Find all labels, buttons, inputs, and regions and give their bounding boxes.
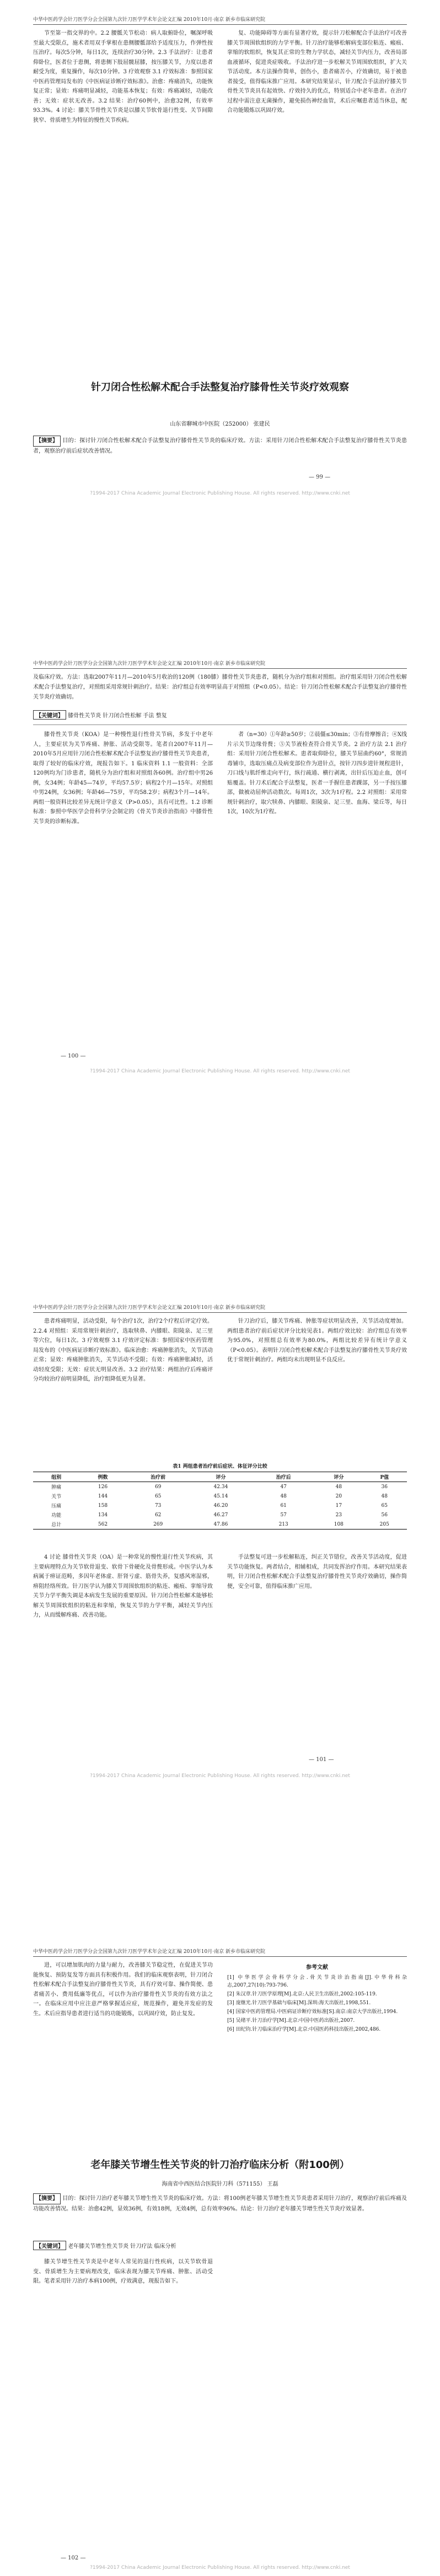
table-cell: 42.34 xyxy=(213,1484,228,1490)
body-text: 复、功能障碍等方面有显著疗效，提示针刀松解配合手法治疗可改善膝关节周围软组织的力学平衡。针刀治疗能够松解病变部位粘连、瘢痕、挛缩的软组织，恢复其正常的生物力学状态，减轻关节内压力，改善局部血液循环，促进炎症吸收。手法治疗进一步松解关节周围软组织，扩大关节活动度。本方法操作简单，创伤小，患者痛苦小，疗效确切，易于被患者接受，值得临床推广应用。本研究结果显示，针刀配合手法治疗膝关节骨性关节炎具有起效快、疗效持久的优点，特别适合中老年患者。在治疗过程中需注意无菌操作，避免损伤神经血管，术后应嘱患者适当休息，配合功能锻炼以巩固疗效。 xyxy=(227,30,407,114)
references-column xyxy=(227,1961,407,2143)
page-header: 中华中医药学会针刀医学分会全国第九次针刀医学学术年会论文汇编 2010年10月·南京 新乡市临床研究院 xyxy=(33,15,407,25)
table-cell: 肿痛 xyxy=(51,1485,62,1490)
table-cell: 总计 xyxy=(51,1522,62,1528)
abstract-label: 【摘要】 xyxy=(33,436,61,447)
table-header: P值 xyxy=(380,1475,389,1480)
watermark: ?1994-2017 China Academic Journal Electronic Publishing House. All rights reserved. http://www.cnki.net xyxy=(90,2565,350,2570)
results-table xyxy=(33,1472,407,1530)
page-3 xyxy=(0,1288,440,1932)
table-header: 评分 xyxy=(216,1475,226,1480)
page-header: 中华中医药学会针刀医学分会全国第九次针刀医学学术年会论文汇编 2010年10月·南京 新乡市临床研究院 xyxy=(33,659,407,669)
body-text: 膝骨性关节炎（KOA）是一种慢性退行性骨关节病，多发于中老年人，主要症状为关节疼痛、肿胀、活动受限等。笔者自2007年11月—2010年5月应用针刀闭合性松解术配合手法整复治疗膝骨性关节炎患者，取得了较好的临床疗效，现报告如下。1 临床资料 1.1 一般资料：全部120例均为门诊患者，随机分为治疗组和对照组各60例。治疗组中男26例，女34例；年龄45—74岁，平均57.5岁；病程2个月—15年。对照组中男24例，女36例；年龄46—75岁，平均58.2岁；病程3个月—14年。两组一般资料比较差异无统计学意义（P>0.05），具有可比性。1.2 诊断标准：参照中华医学会骨科学分会制定的《骨关节炎诊治指南》中膝骨性关节炎的诊断标准。 xyxy=(33,732,213,825)
table-cell: 69 xyxy=(154,1484,162,1490)
reference-item: [4] 国家中医药管理局.中医病证诊断疗效标准[S].南京:南京大学出版社,1994. xyxy=(227,2009,398,2015)
table-cell: 20 xyxy=(335,1493,342,1499)
left-column xyxy=(33,1317,213,1455)
table-cell: 48 xyxy=(335,1484,342,1490)
table-header: 治疗前 xyxy=(151,1475,166,1480)
table-cell: 158 xyxy=(98,1502,108,1509)
references-list xyxy=(227,1974,407,2033)
discussion-right xyxy=(227,1553,407,1751)
table-header: 组别 xyxy=(51,1475,62,1480)
table-cell: 65 xyxy=(381,1502,388,1509)
body-text: 针刀治疗后，膝关节疼痛、肿胀等症状明显改善，关节活动度增加。两组患者治疗前后症状评分比较见表1。两组疗效比较：治疗组总有效率为95.0%，对照组总有效率为80.0%，两组比较差异有统计学意义（P<0.05）。表明针刀闭合性松解术配合手法整复治疗膝骨性关节炎疗效优于常规针刺治疗。两组均未出现明显不良反应。 xyxy=(227,1318,407,1363)
table-row xyxy=(33,1510,407,1520)
body-text: 者（n=30）①年龄≥50岁；②晨僵≤30min；③有骨摩擦音；④X线片示关节边缘骨赘；⑤关节液检查符合骨关节炎。2 治疗方法 2.1 治疗组：采用针刀闭合性松解术。患者取仰卧位，膝关节屈曲约60°，常规消毒铺巾，选取压痛点及病变部位作为进针点，按针刀四步进针规程进针，刀口线与肌纤维走向平行，纵行疏通、横行剥离，出针后压迫止血，创可贴覆盖。针刀术后配合手法整复，医者一手握住患者踝部，另一手按压膝部，做被动屈伸活动数次。每周1次，3次为1疗程。2.2 对照组：采用常规针刺治疗，取穴犊鼻、内膝眼、阳陵泉、足三里、血海、梁丘等，每日1次，10次为1疗程。 xyxy=(227,732,407,815)
left-column xyxy=(33,730,213,1044)
keywords xyxy=(33,2241,407,2250)
table-cell: 61 xyxy=(280,1502,287,1509)
table-cell: 134 xyxy=(98,1512,108,1518)
reference-item: [2] 朱汉章.针刀医学原理[M].北京:人民卫生出版社,2002:105-119. xyxy=(227,1991,377,1997)
table-cell: 57 xyxy=(280,1512,287,1518)
article-title: 老年膝关节增生性关节炎的针刀治疗临床分析（附100例） xyxy=(90,2159,350,2171)
reference-item: [1] 中华医学会骨科学分会.骨关节炎诊治指南[J].中华骨科杂志,2007,27(10):793-796. xyxy=(227,1974,407,1988)
body-text: 4 讨论 膝骨性关节炎（OA）是一种常见的慢性退行性关节疾病，其主要病理特点为关节软骨退变、软骨下骨硬化及骨赘形成。中医学认为本病属于痹证范畴，多因年老体虚、肝肾亏虚、筋骨失养，复感风寒湿邪，痹阻经络所致。针刀医学认为膝关节周围软组织的粘连、瘢痕、挛缩导致关节力学平衡失调是本病发生发展的重要原因。针刀闭合性松解术能够松解关节周围软组织的粘连和挛缩，恢复关节的力学平衡，减轻关节内压力，从而缓解疼痛、改善功能。 xyxy=(33,1554,213,1618)
keywords-label: 【关键词】 xyxy=(33,710,66,720)
table-cell: 108 xyxy=(334,1521,344,1527)
watermark: ?1994-2017 China Academic Journal Electronic Publishing House. All rights reserved. http://www.cnki.net xyxy=(90,1069,350,1074)
table-cell: 压痛 xyxy=(51,1504,62,1509)
table-cell: 36 xyxy=(381,1484,388,1490)
table-cell: 62 xyxy=(154,1512,162,1518)
abstract xyxy=(33,436,407,457)
table-cell: 73 xyxy=(154,1502,162,1509)
right-column xyxy=(227,730,407,1044)
abstract-text: 目的：探讨针刀闭合性松解术配合手法整复治疗膝骨性关节炎的临床疗效。方法：采用针刀闭合性松解术配合手法整复治疗膝骨性关节炎患者，观察治疗前后症状改善情况。 xyxy=(33,438,407,454)
results-table-block xyxy=(33,1460,407,1530)
table-cell: 213 xyxy=(278,1521,288,1527)
table-header: 例数 xyxy=(98,1475,108,1480)
abstract-continued: 及临床疗效。方法：选取2007年11月—2010年5月收治的120例（180膝）膝骨性关节炎患者，随机分为治疗组和对照组。治疗组采用针刀闭合性松解术配合手法整复治疗，对照组采用常规针刺治疗。结果：治疗组总有效率明显高于对照组（P<0.05）。结论：针刀闭合性松解术配合手法整复治疗膝骨性关节炎疗效确切。 xyxy=(33,674,407,700)
abstract-text: 目的：探讨针刀治疗老年膝关节增生性关节炎的临床疗效。方法：将100例老年膝关节增生性关节炎患者采用针刀治疗，观察治疗前后疼痛及功能改善情况。结果：治愈42例，显效36例，有效18例，无效4例，总有效率96%。结论：针刀治疗老年膝关节增生性关节炎疗效显著。 xyxy=(33,2196,407,2212)
table-cell: 126 xyxy=(98,1484,108,1490)
table-cell: 关节 xyxy=(51,1494,62,1500)
keywords-label: 【关键词】 xyxy=(33,2241,66,2250)
divider xyxy=(33,724,407,725)
body-text: 节至第一指交界的中。2.2 腰骶关节松动：病人取俯卧位，嘱深呼吸至最大受限点，施术者用双手掌根在患侧腰骶部给予适度压力，作弹性按压治疗。每次5分钟，每日1次，连续治疗30分钟。2.3 手法治疗：让患者仰卧位，医者位于患侧，将患侧下肢屈髋屈膝，按压膝关节，力度以患者耐受为度，重复操作，每次10分钟。3 疗效观察 3.1 疗效标准：参照国家中医药管理局发布的《中医病证诊断疗效标准》。治愈：疼痛消失，功能恢复正常；显效：疼痛明显减轻，功能基本恢复；有效：疼痛减轻，功能改善；无效：症状无改善。3.2 结果：治疗60例中，治愈32例，有效率93.3%。4 讨论：膝关节骨性关节炎是以膝关节软骨退行性变、关节间隙狭窄、骨质增生为特征的慢性关节疾病。 xyxy=(33,30,213,124)
table-cell: 17 xyxy=(335,1502,342,1509)
page-2 xyxy=(0,644,440,1288)
watermark: ?1994-2017 China Academic Journal Electronic Publishing House. All rights reserved. http://www.cnki.net xyxy=(90,1773,350,1779)
references-title: 参考文献 xyxy=(306,1965,328,1971)
table-cell: 65 xyxy=(154,1493,162,1499)
right-column xyxy=(227,1317,407,1455)
table-row xyxy=(33,1501,407,1510)
body-column xyxy=(33,2257,213,2368)
watermark: ?1994-2017 China Academic Journal Electronic Publishing House. All rights reserved. http://www.cnki.net xyxy=(90,491,350,496)
table-cell: 269 xyxy=(153,1521,163,1527)
table-cell: 48 xyxy=(381,1493,388,1499)
body-text: 膝关节增生性关节炎是中老年人常见的退行性疾病，以关节软骨退变、骨质增生为主要病理改变，临床表现为膝关节疼痛、肿胀、活动受限。笔者采用针刀治疗本病100例，疗效满意，现报告如下。 xyxy=(33,2259,213,2284)
keywords xyxy=(33,710,407,720)
table-cell: 562 xyxy=(98,1521,108,1527)
abstract xyxy=(33,2193,407,2214)
table-cell: 功能 xyxy=(51,1513,62,1518)
author-line: 海南省中西医结合医院针刀科（571155） 王磊 xyxy=(162,2181,278,2187)
keywords-text: 老年膝关节增生性关节炎 针刀疗法 临床分析 xyxy=(68,2244,176,2250)
table-row xyxy=(33,1520,407,1530)
table-cell: 47.86 xyxy=(213,1521,228,1527)
page-number: — 100 — xyxy=(61,1053,86,1059)
table-cell: 23 xyxy=(335,1512,342,1518)
left-column xyxy=(33,29,213,365)
table-cell: 56 xyxy=(381,1512,388,1518)
page-header: 中华中医药学会针刀医学分会全国第九次针刀医学学术年会论文汇编 2010年10月·南京 新乡市临床研究院 xyxy=(33,1303,407,1313)
article-title: 针刀闭合性松解术配合手法整复治疗膝骨性关节炎疗效观察 xyxy=(91,382,349,393)
table-cell: 48 xyxy=(280,1493,287,1499)
table-cell: 205 xyxy=(379,1521,389,1527)
body-text: 进，可以增加肌肉的力量与耐力，改善膝关节稳定性，在促进关节功能恢复、预防复发等方面具有积极作用。我们的临床观察表明，针刀闭合性松解术配合手法整复治疗膝骨性关节炎，具有疗效可靠、操作简便、患者痛苦小、费用低廉等优点，可以作为治疗膝骨性关节炎的有效方法之一。在临床应用中应注意严格掌握适应症，规范操作，避免并发症的发生。术后应指导患者进行适当的功能锻炼，以巩固疗效，防止复发。 xyxy=(33,1962,213,2017)
body-text: 患者疼痛明显，活动受限，每个治疗1次，治疗2个疗程后评定疗效。2.2.4 对照组：采用常规针刺治疗，选取犊鼻、内膝眼、阳陵泉、足三里等穴位，每日1次。3 疗效观察 3.1 疗效评定标准：参照国家中医药管理局发布的《中医病证诊断疗效标准》。临床治愈：疼痛肿胀消失，关节活动正常；显效：疼痛肿胀消失，关节活动不受限；有效：疼痛肿胀减轻，活动轻度受限；无效：症状无明显改善。3.2 治疗结果：两组治疗后疼痛评分均较治疗前明显降低，治疗组降低更为显著。 xyxy=(33,1318,213,1382)
table-cell: 144 xyxy=(98,1493,108,1499)
table-header: 治疗后 xyxy=(276,1475,291,1480)
table-cell: 47 xyxy=(280,1484,287,1490)
page-number: — 101 — xyxy=(309,1757,334,1763)
page-number: — 102 — xyxy=(61,2555,86,2561)
abstract-label: 【摘要】 xyxy=(33,2193,61,2204)
reference-item: [6] 田纪钧.针刀临床治疗学[M].北京:中国医药科技出版社,2002,486. xyxy=(227,2026,381,2032)
table-header: 评分 xyxy=(334,1475,344,1480)
reference-item: [3] 庞继光.针刀医学基础与临床[M].深圳:海天出版社,1998,551. xyxy=(227,2000,371,2006)
left-column xyxy=(33,1961,213,2143)
page-header: 中华中医药学会针刀医学分会全国第九次针刀医学学术年会论文汇编 2010年10月·南京 新乡市临床研究院 xyxy=(33,1947,407,1957)
table-cell: 46.20 xyxy=(213,1502,228,1509)
table-caption: 表1 两组患者治疗前后症状、体征评分比较 xyxy=(173,1464,267,1469)
reference-item: [5] 吴绪平.针刀治疗学[M].北京:中国中医药出版社,2007. xyxy=(227,2017,355,2024)
table-row xyxy=(33,1491,407,1501)
page-1 xyxy=(0,0,440,644)
body-text: 手法整复可进一步松解粘连，纠正关节错位，改善关节活动度，促进关节功能恢复。两者结合，相辅相成，共同发挥治疗作用。本研究结果表明，针刀闭合性松解术配合手法整复治疗膝骨性关节炎疗效确切，操作简便，安全可靠，值得临床推广应用。 xyxy=(227,1554,407,1590)
table-row xyxy=(33,1482,407,1492)
page-4 xyxy=(0,1932,440,2576)
right-column xyxy=(227,29,407,365)
table-header-row xyxy=(33,1472,407,1482)
author-line: 山东省聊城市中医院（252000） 张建民 xyxy=(170,421,270,427)
table-cell: 46.27 xyxy=(213,1512,228,1518)
keywords-text: 膝骨性关节炎 针刀闭合性松解 手法 整复 xyxy=(68,713,167,719)
page-number: — 99 — xyxy=(309,474,331,480)
discussion-left xyxy=(33,1553,213,1751)
table-cell: 45.14 xyxy=(213,1493,228,1499)
